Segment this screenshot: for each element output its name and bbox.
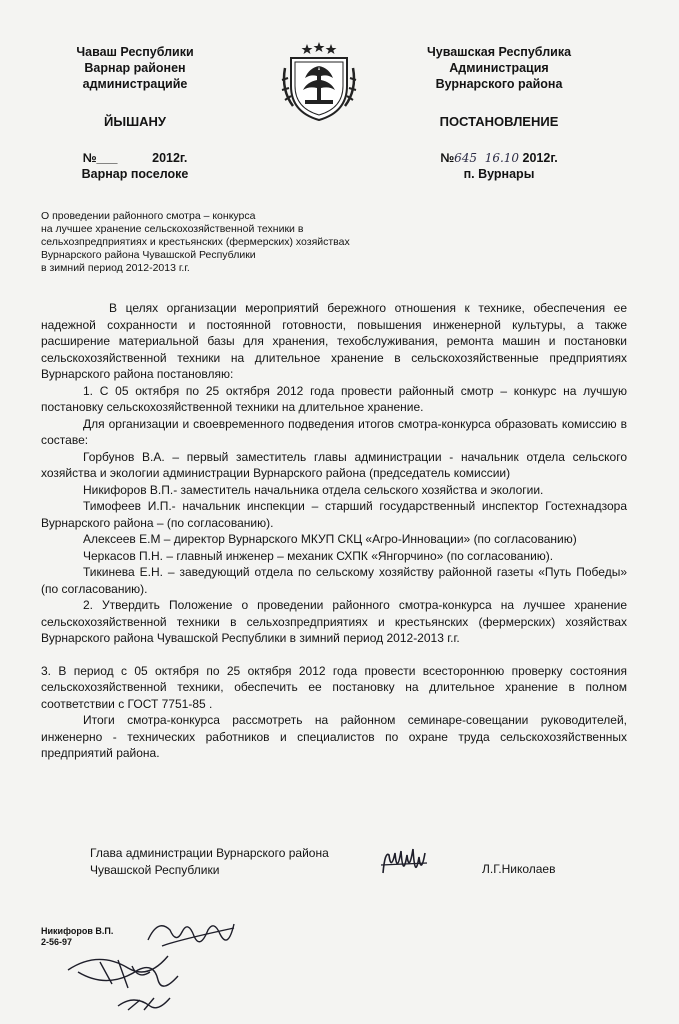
header-left-place: Варнар поселоке <box>81 167 189 181</box>
subject-line: О проведении районного смотра – конкурса <box>41 210 256 222</box>
chuvash-emblem-icon <box>279 40 359 122</box>
results-paragraph: Итоги смотра-конкурса рассмотреть на районном семинаре-совещании руководителей, инженерно - технических работников и специалистов по охране труда сельскохозяйственных предприятий района. <box>41 713 627 760</box>
document-subject <box>41 210 401 275</box>
header-left-line1: Чаваш Республики <box>76 45 194 59</box>
number-prefix: № <box>440 151 455 165</box>
item-1: 1. С 05 октября по 25 октября 2012 года провести районный смотр – конкурс на лучшую постановку сельскохозяйственной техники на длительное хранение. <box>41 383 627 414</box>
header-left-doc-type: ЙЫШАНУ <box>104 114 166 129</box>
number-year: 2012г. <box>519 151 558 165</box>
header-right <box>410 44 588 182</box>
signature-title <box>90 845 329 878</box>
header-right-doc-type: ПОСТАНОВЛЕНИЕ <box>439 114 559 129</box>
header-left-line2: Варнар районен <box>84 61 186 75</box>
header-right-line2: Администрация <box>449 61 549 75</box>
approval-signatures-icon <box>58 910 243 1018</box>
commission-member: Черкасов П.Н. – главный инженер – механик СХПК «Янгорчино» (по согласованию). <box>83 548 554 563</box>
executor-phone: 2-56-97 <box>41 937 73 947</box>
handwritten-signature-icon <box>377 845 437 887</box>
intro-paragraph: В целях организации мероприятий бережного отношения к технике, обеспечения ее надежной сохранности и постоянной готовности, повышения инженерной культуры, а также расширение материальной базы для хранения, техобслуживания, ремонта машин и постановки сельскохозяйственной техники на длительное хранение в сельскохозяйственные предприятиях Вурнарского района постановляю: <box>41 301 627 381</box>
subject-line: сельхозпредприятиях и крестьянских (фермерских) хозяйствах <box>41 236 350 248</box>
commission-member: Алексеев Е.М – директор Вурнарского МКУП СКЦ «Агро-Инновации» (по согласованию) <box>83 532 577 546</box>
header-right-place: п. Вурнары <box>463 167 535 181</box>
commission-member: Никифоров В.П.- заместитель начальника отдела сельского хозяйства и экологии. <box>83 482 544 497</box>
item-3: 3. В период с 05 октября по 25 октября 2012 года провести всестороннюю проверку состояния сельскохозяйственной техники, обеспечить ее постановку на длительное хранение в полном соответствии с ГОСТ 7751-85 . <box>41 663 627 711</box>
header-left-line3: администрацийе <box>82 77 188 91</box>
signature-title-line1: Глава администрации Вурнарского района <box>90 846 329 860</box>
document-body <box>41 300 627 762</box>
subject-line: на лучшее хранение сельскохозяйственной техники в <box>41 223 304 235</box>
subject-line: в зимний период 2012-2013 г.г. <box>41 262 190 274</box>
signature-title-line2: Чувашской Республики <box>90 862 220 877</box>
header-left <box>50 44 220 182</box>
header-right-line1: Чувашская Республика <box>426 45 572 59</box>
commission-intro: Для организации и своевременного подведения итогов смотра-конкурса образовать комиссию в составе: <box>41 416 627 447</box>
item-2: 2. Утвердить Положение о проведении районного смотра-конкурса на лучшее хранение сельскохозяйственной техники в сельхозпредприятиях и крестьянских (фермерских) хозяйствах Вурнарского района Чувашской Республики в зимний период 2012-2013 г.г. <box>41 598 627 645</box>
commission-member: Горбунов В.А. – первый заместитель главы администрации - начальник отдела сельского хозяйства и экологии администрации Вурнарского района (председатель комиссии) <box>41 449 627 480</box>
commission-member: Тимофеев И.П.- начальник инспекции – старший государственный инспектор Гостехнадзора Вурнарского района – (по согласованию). <box>41 499 627 530</box>
header-right-number <box>410 150 588 166</box>
header-right-line3: Вурнарского района <box>435 77 563 91</box>
signatory-name: Л.Г.Николаев <box>482 862 556 876</box>
header-left-number: №___ 2012г. <box>82 151 188 165</box>
subject-line: Вурнарского района Чувашской Республики <box>41 249 256 261</box>
commission-member: Тикинева Е.Н. – заведующий отдела по сельскому хозяйству районной газеты «Путь Победы» (по согласованию). <box>41 565 627 596</box>
handwritten-number: 645 16.10 <box>454 151 520 165</box>
executor-name: Никифоров В.П. <box>41 926 114 936</box>
